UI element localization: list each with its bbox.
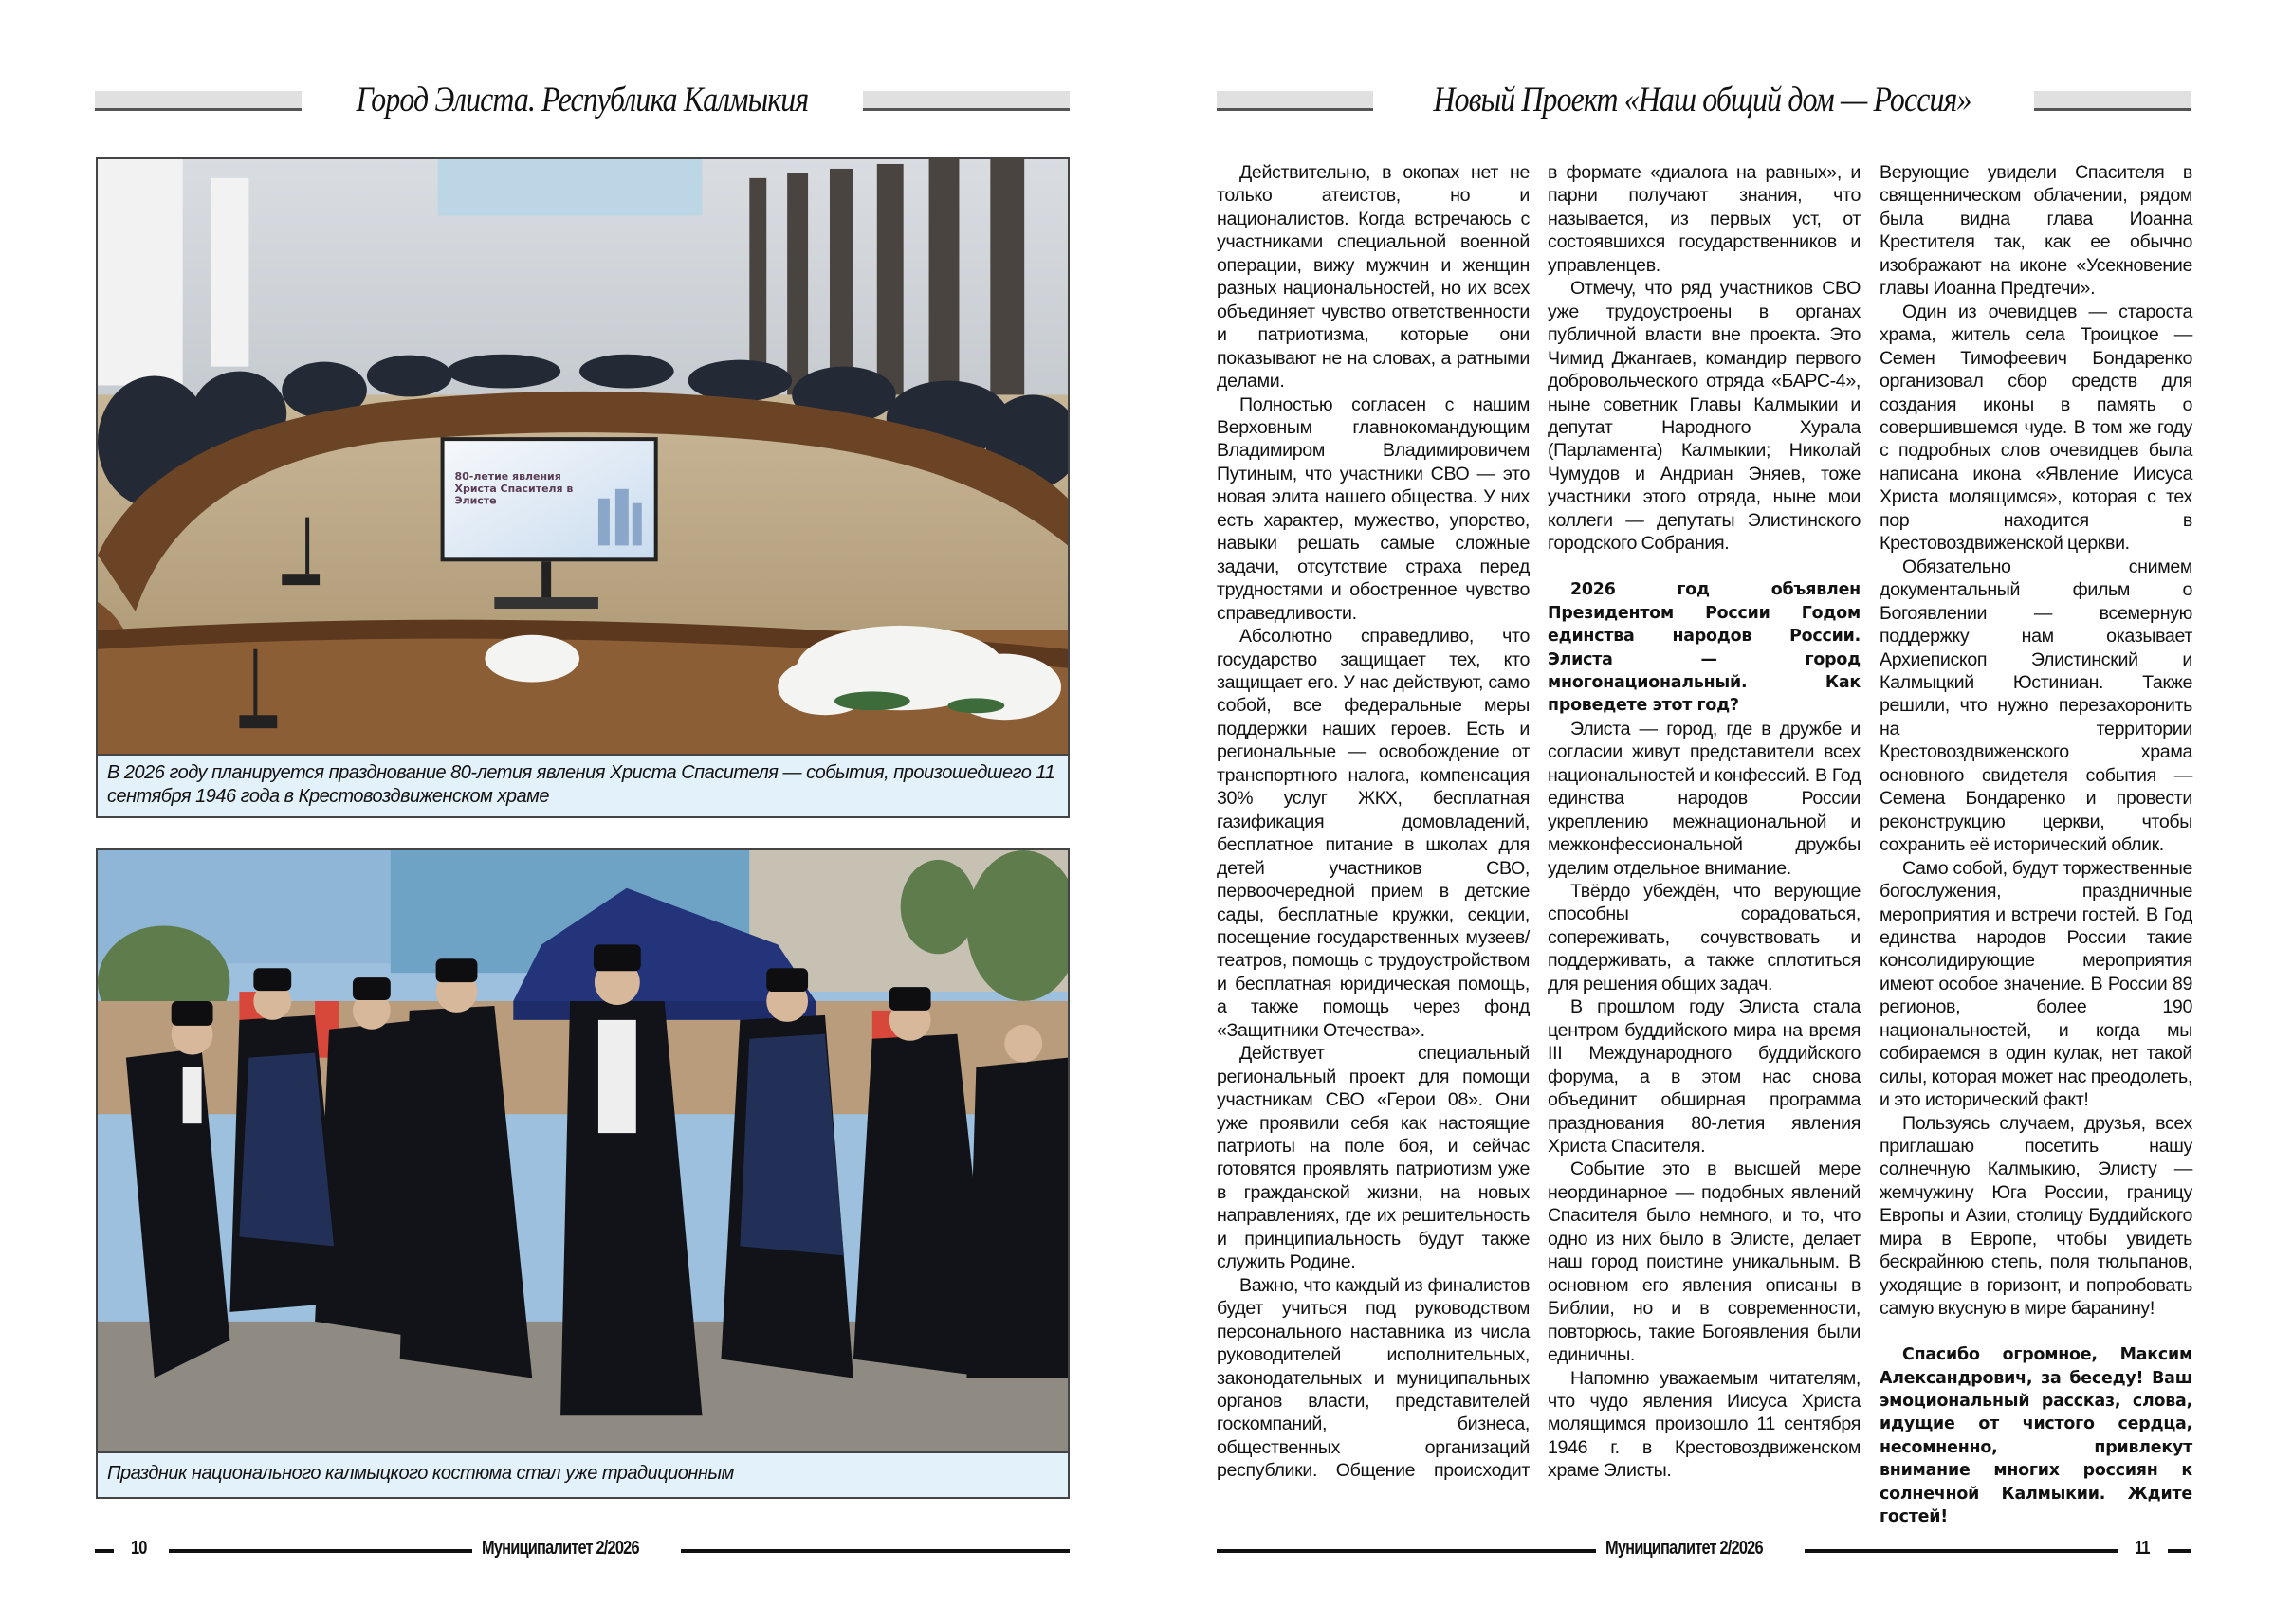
paragraph: Полностью согласен с нашим Верховным главнокомандующим Владимиром Владимировичем Путиным, что участники СВО — это новая элита нашего общества. У них есть характер, мужество, упорство, навыки решать самые сложные задачи, отсутствие страха перед трудностями и обостренное чувство справедливости. [1217,393,1530,624]
footer-rule [681,1549,1070,1553]
photo2-caption: Праздник национального калмыцкого костюма стал уже традиционным [96,1453,1070,1499]
footer-rule [169,1549,472,1553]
footer-rule [95,1549,114,1553]
right-header-title: Новый Проект «Наш общий дом — Россия» [1433,81,1971,119]
costume-festival-photo [96,848,1070,1453]
right-page-footer [1217,1539,2191,1561]
magazine-issue: Муниципалитет 2/2026 [1605,1538,1763,1559]
paragraph: Твёрдо убеждён, что верующие способны сорадоваться, сопереживать, сочувствовать и поддерживать, а также сплотиться для решения общих задач. [1548,881,1861,994]
paragraph: Абсолютно справедливо, что государство защищает тех, кто защищает его. У нас действуют, само собой, все федеральные меры поддержки наших героев. Есть и региональные — освобождение от транспортного налога, компенсация 30% услуг ЖКХ, бесплатная газификация домовладений, бесплатное питание в школах для детей участников СВО, первоочередной прием в детские сады, бесплатные кружки, секции, посещение государственных музеев/театров, помощь с трудоустройством и бесплатная юридическая помощь, а также помощь через фонд «Защитники Отечества». [1217,626,1530,1041]
paragraph: В прошлом году Элиста стала центром буддийского мира на время III Международного буддийского форума, а в этом нас снова объединит обширная программа празднования 80-летия явления Христа Спасителя. [1548,996,1861,1158]
left-page-header [95,83,1070,121]
magazine-issue: Муниципалитет 2/2026 [482,1538,639,1559]
header-bar-right [863,91,1070,111]
right-page-header [1217,83,2191,121]
conference-hall-photo [96,157,1070,756]
paragraph: Элиста — город, где в дружбе и согласии живут представители всех национальностей и конфессий. В Год единства народов России укреплению межнациональной и межконфессиональной дружбы уделим отдельное внимание. [1548,718,1861,879]
paragraph: Обязательно снимем документальный фильм о Богоявлении — всемерную поддержку нам оказывает Архиепископ Элистинский и Калмыцкий Юстиниан. Также решили, что нужно перезахоронить на территории Крестовоздвиженского храма основного свидетеля события — Семена Бондаренко и провести реконструкцию церкви, чтобы сохранить её исторический облик. [1880,556,2192,856]
footer-rule [1217,1549,1596,1553]
footer-rule [2168,1549,2191,1553]
paragraph: Напомню уважаемым читателям, что чудо явления Иисуса Христа молящимся произошло 11 сентября 1946 г. в Крестовоздвиженском храме Элисты. [1548,1367,1861,1482]
paragraph: Само собой, будут торжественные богослужения, праздничные мероприятия и встречи гостей. В Год единства народов России такие консолидирующие мероприятия имеют особое значение. В России 89 регионов, более 190 национальностей, и когда мы собираемся в один кулак, нет такой силы, которая может нас преодолеть, и это исторический факт! [1880,857,2192,1111]
article-column-3 [1880,161,2192,1529]
article-column-2 [1548,161,1861,1483]
paragraph: Важно, что каждый из финалистов будет учиться под руководством персонального наставника из числа руководителей исполнительных, законодательных и муниципальных органов власти, представителей госкомпаний, бизнеса, общественных организаций республики. Общение происходит [1217,1274,1530,1482]
closing-remark: Спасибо огромное, Максим Александрович, за беседу! Ваш эмоциональный рассказ, слова, идущие от чистого сердца, несомненно, привлекут внимание многих россиян к солнечной Калмыкии. Ждите гостей! [1880,1345,2192,1527]
monitor-text: 80-летие явления Христа Спасителя в Элисте [454,469,574,507]
paragraph: Один из очевидцев — староста храма, житель села Троицкое — Семен Тимофеевич Бондаренко организовал сбор средств для создания иконы в память о совершившемся чуде. В том же году с подробных слов очевидцев была написана икона «Явление Иисуса Христа молящимся», которая с тех пор находится в Крестовоздвиженской церкви. [1880,301,2192,555]
footer-rule [1805,1549,2118,1553]
paragraph: Действует специальный региональный проект для помощи участникам СВО «Герои 08». Они уже проявили себя как настоящие патриоты на поле боя, и сейчас готовятся проявлять патриотизм уже в гражданской жизни, на новых направлениях, где их решительность и принципиальность будут также служить Родине. [1217,1043,1530,1273]
page-number: 10 [131,1538,147,1559]
paragraph: Событие это в высшей мере неординарное — подобных явлений Спасителя было немного, и то, что одно из них было в Элисте, делает наш город поистине уникальным. В основном его явления описаны в Библии, но и в современности, повторюсь, такие Богоявления были единичны. [1548,1159,1861,1366]
left-header-title: Город Элиста. Республика Калмыкия [356,81,809,119]
left-page-footer [95,1539,1070,1561]
paragraph: Отмечу, что ряд участников СВО уже трудоустроены в органах публичной власти вне проекта. Это Чимид Джангаев, командир первого добровольческого отряда «БАРС-4», ныне советник Главы Калмыкии и депутат Народного Хурала (Парламента) Калмыкии; Николай Чумудов и Андриан Эняев, тоже участники этого отряда, ныне мои коллеги — депутаты Элистинского городского Собрания. [1548,278,1861,555]
paragraph: в формате «диалога на равных», и парни получают знания, что называется, из первых уст, от состоявшихся государственников и управленцев. [1548,162,1861,276]
photo1-caption: В 2026 году планируется празднование 80-летия явления Христа Спасителя — события, произошедшего 11 сентября 1946 года в Крестовоздвиженском храме [96,756,1070,818]
header-bar-left [95,91,302,111]
paragraph: Действительно, в окопах нет не только атеистов, но и националистов. Когда встречаюсь с участниками специальной военной операции, вижу мужчин и женщин разных национальностей, но их всех объединяет чувство ответственности и патриотизма, которые они показывают не на словах, а ратными делами. [1217,162,1530,392]
paragraph: Верующие увидели Спасителя в священническом облачении, рядом была видна глава Иоанна Крестителя так, как ее обычно изображают на иконе «Усекновение главы Иоанна Предтечи». [1880,162,2192,300]
header-bar-right [2034,91,2191,111]
interview-question: 2026 год объявлен Президентом России Годом единства народов России. Элиста — город многонациональный. Как проведете этот год? [1548,580,1861,716]
paragraph: Пользуясь случаем, друзья, всех приглашаю посетить нашу солнечную Калмыкию, Элисту — жемчужину Юга России, границу Европы и Азии, столицу Буддийского мира в Европе, чтобы увидеть бескрайнюю степь, поля тюльпанов, уходящие в горизонт, и попробовать самую вкусную в мире баранину! [1880,1112,2192,1320]
page-number: 11 [2135,1538,2150,1559]
header-bar-left [1217,91,1373,111]
article-column-1 [1217,161,1530,1483]
